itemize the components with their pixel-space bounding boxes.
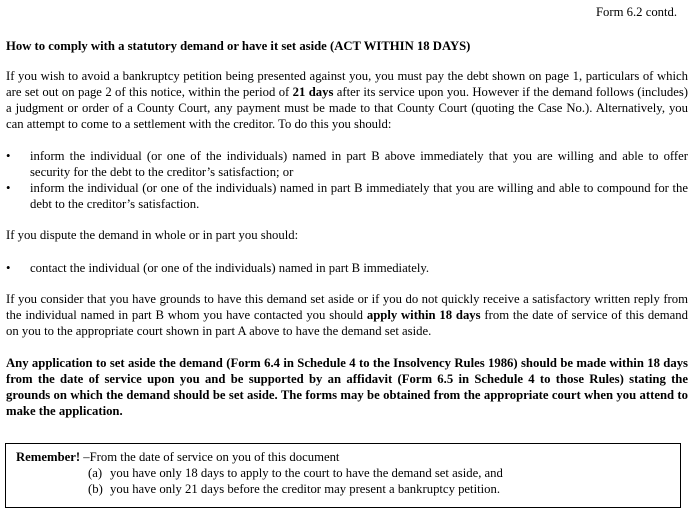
settlement-options-list [6,148,688,212]
section-heading: How to comply with a statutory demand or have it set aside (ACT WITHIN 18 DAYS) [6,39,471,53]
set-aside-text-2: from the date of service of this demand on you to the appropriate court shown in part A above to have the demand set aside. [6,308,688,338]
remember-item-text: you have only 21 days before the creditor may present a bankruptcy petition. [110,482,501,496]
form-reference: Form 6.2 contd. [596,5,678,19]
payment-paragraph-text-2: after its service upon you. However if the demand follows (includes) a judgment or order of a County Court, any payment must be made to that County Court (quoting the Case No.). Alternatively, you can attempt to come to a settlement with the creditor. To do this you should: [6,85,688,131]
remember-item [16,465,670,481]
list-item [6,148,688,180]
list-item [6,180,688,212]
remember-intro [16,449,670,465]
set-aside-paragraph [6,291,688,339]
remember-label: Remember! [16,450,81,464]
remember-item [16,481,670,497]
remember-item-marker: (b) [88,482,103,496]
bullet-icon: • [6,181,11,195]
remember-item-text: you have only 18 days to apply to the court to have the demand set aside, and [110,466,503,480]
apply-deadline-bold: apply within 18 days [366,308,481,322]
set-aside-text-1: If you consider that you have grounds to have this demand set aside or if you do not quickly receive a satisfactory written reply from the individual named in part B whom you have contacted you should [6,292,688,322]
dispute-paragraph: If you dispute the demand in whole or in part you should: [6,228,299,242]
bullet-icon: • [6,149,11,163]
remember-item-marker: (a) [88,466,103,480]
list-item-text: inform the individual (or one of the individuals) named in part B immediately that you are willing and able to compound for the debt to the creditor’s satisfaction. [30,181,688,211]
list-item [6,260,688,276]
payment-paragraph [6,68,688,132]
application-notice-paragraph: Any application to set aside the demand (Form 6.4 in Schedule 4 to the Insolvency Rules 1986) should be made within 18 days from the date of service upon you and be supported by an affidavit (Form 6.5 in Schedule 4 to those Rules) stating the grounds on which the demand should be set aside. The forms may be obtained from the appropriate court when you attend to make the application. [6,356,688,418]
list-item-text: contact the individual (or one of the individuals) named in part B immediately. [30,261,430,275]
list-item-text: inform the individual (or one of the individuals) named in part B above immediately that you are willing and able to offer security for the debt to the creditor’s satisfaction; or [30,149,688,179]
payment-period-bold: 21 days [292,85,334,99]
dispute-options-list [6,260,688,276]
payment-paragraph-text-1: If you wish to avoid a bankruptcy petition being presented against you, you must pay the debt shown on page 1, particulars of which are set out on page 2 of this notice, within the period of [6,69,688,99]
bullet-icon: • [6,261,11,275]
remember-box [5,443,681,508]
remember-intro-text: –From the date of service on you of this document [80,450,340,464]
